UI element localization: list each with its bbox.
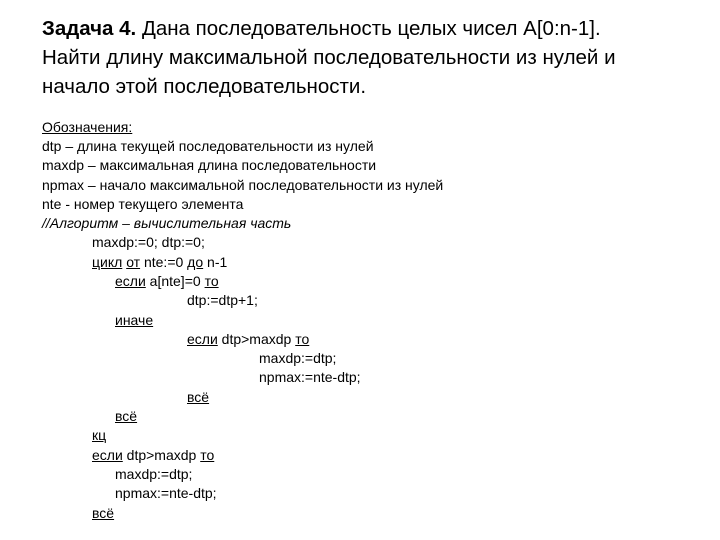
cond-final: dtp>maxdp: [122, 447, 201, 463]
kw-if: если: [187, 331, 218, 347]
kw-if: если: [92, 447, 123, 463]
task-statement: [42, 14, 702, 101]
notation-title: Обозначения:: [42, 119, 133, 135]
final-assign-npmax: npmax:=nte-dtp;: [115, 485, 217, 501]
algo-init: maxdp:=0; dtp:=0;: [92, 234, 205, 250]
algo-if-final: [92, 446, 214, 465]
kw-then: то: [200, 447, 215, 463]
loop-end: n-1: [203, 254, 228, 270]
task-line-2: Найти длину максимальной последовательности из нулей и: [42, 46, 616, 69]
kw-then: то: [295, 331, 310, 347]
task-label: Задача 4.: [42, 17, 137, 40]
algo-assign-maxdp: maxdp:=dtp;: [259, 350, 337, 366]
notation-npmax: npmax – начало максимальной последовательности из нулей: [42, 177, 444, 193]
notation-maxdp: maxdp – максимальная длина последовательности: [42, 157, 377, 173]
kw-end-outer: всё: [115, 408, 138, 424]
algorithm-comment: //Алгоритм – вычислительная часть: [42, 215, 292, 231]
task-line-1: [42, 14, 702, 43]
cond-2: dtp>maxdp: [217, 331, 296, 347]
algo-loop-header: [92, 253, 227, 272]
loop-start: nte:=0: [140, 254, 188, 270]
task-line-3: начало этой последовательности.: [42, 75, 367, 98]
notation-nte: nte - номер текущего элемента: [42, 196, 244, 212]
notation-dtp: dtp – длина текущей последовательности из нулей: [42, 138, 374, 154]
kw-then: то: [204, 273, 219, 289]
final-assign-maxdp: maxdp:=dtp;: [115, 466, 193, 482]
kw-loop: цикл: [92, 254, 123, 270]
kw-if: если: [115, 273, 146, 289]
kw-else: иначе: [115, 312, 154, 328]
kw-endloop: кц: [92, 427, 107, 443]
kw-from: от: [126, 254, 141, 270]
kw-to: до: [187, 254, 204, 270]
algo-if-2: [187, 330, 309, 349]
kw-end-inner: всё: [187, 389, 210, 405]
task-text-1: Дана последовательность целых чисел A[0:n-1].: [136, 17, 601, 40]
cond-1: a[nte]=0: [145, 273, 205, 289]
algo-if-1: [115, 272, 219, 291]
algo-assign-npmax: npmax:=nte-dtp;: [259, 369, 361, 385]
algo-inc: dtp:=dtp+1;: [187, 292, 258, 308]
kw-end-final: всё: [92, 505, 115, 521]
